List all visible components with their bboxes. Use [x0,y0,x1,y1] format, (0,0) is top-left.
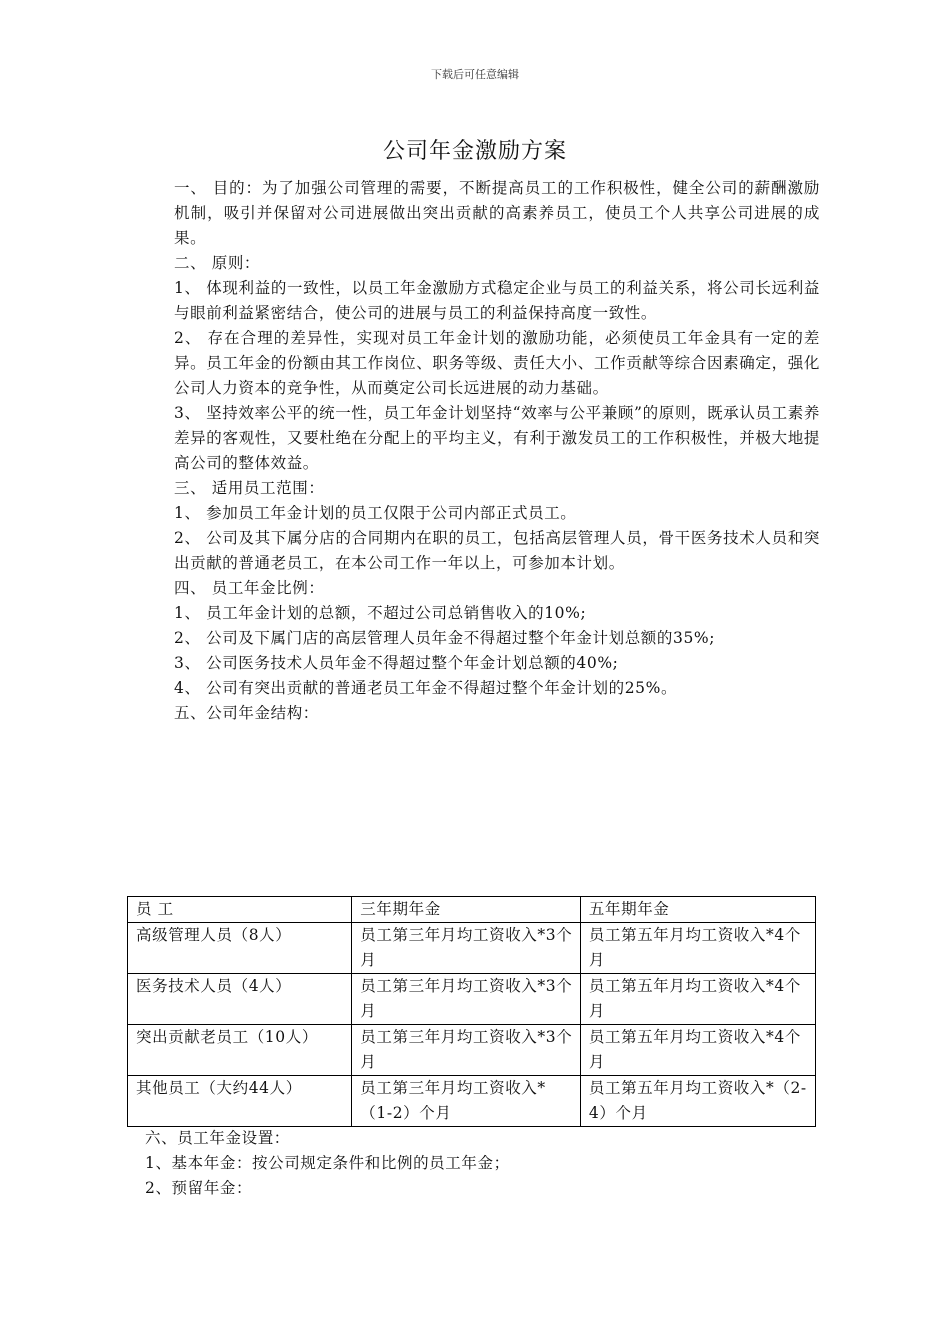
section-structure-heading: 五、公司年金结构： [174,704,319,722]
table-cell: 员工第五年月均工资收入*4个月 [580,923,815,974]
section-ratio-heading: 四、 员工年金比例： [174,579,325,597]
scope-item-2: 2、 公司及其下属分店的合同期内在职的员工，包括高层管理人员，骨干医务技术人员和突出贡献的普通老员工，在本公司工作一年以上，可参加本计划。 [174,529,820,572]
table-cell: 员工第五年月均工资收入*4个月 [580,1025,815,1076]
table-row [128,974,816,1025]
table-header-row [128,897,816,923]
settings-item-1: 1、基本年金：按公司规定条件和比例的员工年金； [145,1154,510,1172]
table-cell: 其他员工（大约44人） [128,1076,352,1127]
header-employee: 员 工 [128,897,352,923]
table-cell: 高级管理人员（8人） [128,923,352,974]
table-cell: 员工第三年月均工资收入*3个月 [352,974,581,1025]
principle-item-2: 2、 存在合理的差异性，实现对员工年金计划的激励功能，必须使员工年金具有一定的差异。员工年金的份额由其工作岗位、职务等级、责任大小、工作贡献等综合因素确定，强化公司人力资本的竞争性，从而奠定公司长远进展的动力基础。 [174,329,820,397]
table-cell: 员工第五年月均工资收入*（2-4）个月 [580,1076,815,1127]
table-cell: 医务技术人员（4人） [128,974,352,1025]
section-purpose: 一、 目的：为了加强公司管理的需要，不断提高员工的工作积极性，健全公司的薪酬激励机制，吸引并保留对公司进展做出突出贡献的高素养员工，使员工个人共享公司进展的成果。 [174,179,820,247]
table-cell: 员工第三年月均工资收入*3个月 [352,923,581,974]
document-title: 公司年金激励方案 [382,139,567,164]
header-five-year: 五年期年金 [580,897,815,923]
pension-structure-table [127,896,816,1127]
ratio-item-3: 3、 公司医务技术人员年金不得超过整个年金计划总额的40%; [174,654,619,672]
header-three-year: 三年期年金 [352,897,581,923]
section-principles-heading: 二、 原则： [174,254,261,272]
table-row [128,1025,816,1076]
table-cell: 员工第五年月均工资收入*4个月 [580,974,815,1025]
document-tail [145,1126,805,1201]
section-settings-heading: 六、员工年金设置： [145,1129,290,1147]
ratio-item-4: 4、 公司有突出贡献的普通老员工年金不得超过整个年金计划的25%。 [174,679,678,697]
ratio-item-1: 1、 员工年金计划的总额，不超过公司总销售收入的10%; [174,604,587,622]
table-row [128,1076,816,1127]
ratio-item-2: 2、 公司及下属门店的高层管理人员年金不得超过整个年金计划总额的35%; [174,629,716,647]
settings-item-2: 2、预留年金： [145,1179,253,1197]
table-cell: 突出贡献老员工（10人） [128,1025,352,1076]
table-cell: 员工第三年月均工资收入*（1-2）个月 [352,1076,581,1127]
principle-item-3: 3、 坚持效率公平的统一性，员工年金计划坚持“效率与公平兼顾”的原则，既承认员工素养差异的客观性，又要杜绝在分配上的平均主义，有利于激发员工的工作积极性，并极大地提高公司的整体效益。 [174,404,820,472]
document-body [174,176,820,726]
principle-item-1: 1、 体现利益的一致性，以员工年金激励方式稳定企业与员工的利益关系，将公司长远利益与眼前利益紧密结合，使公司的进展与员工的利益保持高度一致性。 [174,279,820,322]
header-note: 下载后可任意编辑 [431,68,519,81]
table-row [128,923,816,974]
section-scope-heading: 三、 适用员工范围： [174,479,325,497]
table-cell: 员工第三年月均工资收入*3个月 [352,1025,581,1076]
scope-item-1: 1、 参加员工年金计划的员工仅限于公司内部正式员工。 [174,504,577,522]
